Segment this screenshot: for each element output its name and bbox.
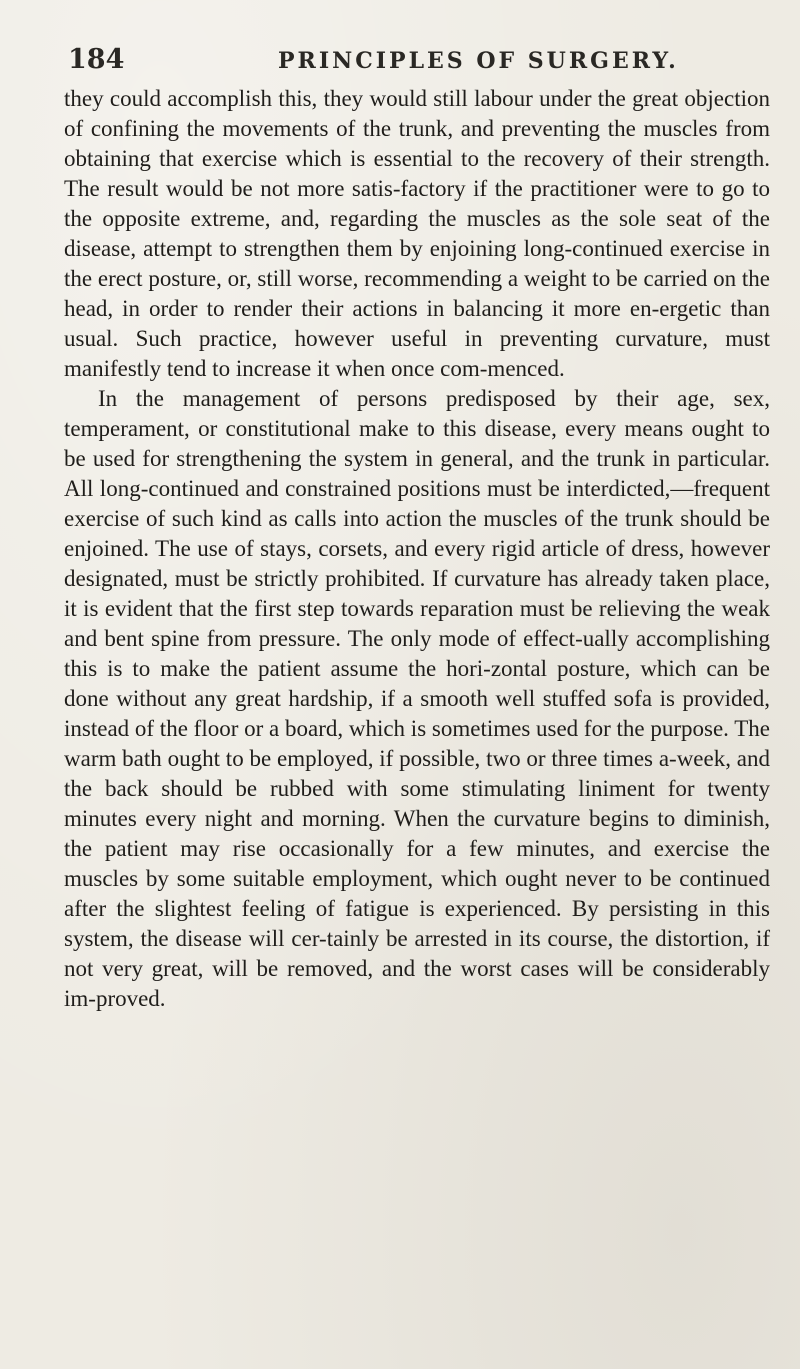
paragraph-continuation: they could accomplish this, they would still labour under the great objection of confining the movements of the trunk, and preventing the muscles from obtaining that exercise which is essential to the recovery of their strength. The result would be not more satis-factory if the practitioner were to go to the opposite extreme, and, regarding the muscles as the sole seat of the disease, attempt to strengthen them by enjoining long-continued exercise in the erect posture, or, still worse, recommending a weight to be carried on the head, in order to render their actions in balancing it more en-ergetic than usual. Such practice, however useful in preventing curvature, must manifestly tend to increase it when once com-menced. xyxy=(64,86,770,381)
body-text xyxy=(64,84,770,1014)
running-title: PRINCIPLES OF SURGERY. xyxy=(278,48,679,74)
running-header xyxy=(68,44,768,84)
page-number: 184 xyxy=(68,44,125,75)
paragraph-management: In the management of persons predisposed by their age, sex, temperament, or constitutional make to this disease, every means ought to be used for strengthening the system in general, and the trunk in particular. All long-continued and constrained positions must be interdicted,—frequent exercise of such kind as calls into action the muscles of the trunk should be enjoined. The use of stays, corsets, and every rigid article of dress, however designated, must be strictly prohibited. If curvature has already taken place, it is evident that the first step towards reparation must be relieving the weak and bent spine from pressure. The only mode of effect-ually accomplishing this is to make the patient assume the hori-zontal posture, which can be done without any great hardship, if a smooth well stuffed sofa is provided, instead of the floor or a board, which is sometimes used for the purpose. The warm bath ought to be employed, if possible, two or three times a-week, and the back should be rubbed with some stimulating liniment for twenty minutes every night and morning. When the curvature begins to diminish, the patient may rise occasionally for a few minutes, and exercise the muscles by some suitable employment, which ought never to be continued after the slightest feeling of fatigue is experienced. By persisting in this system, the disease will cer-tainly be arrested in its course, the distortion, if not very great, will be removed, and the worst cases will be considerably im-proved. xyxy=(64,386,771,1011)
